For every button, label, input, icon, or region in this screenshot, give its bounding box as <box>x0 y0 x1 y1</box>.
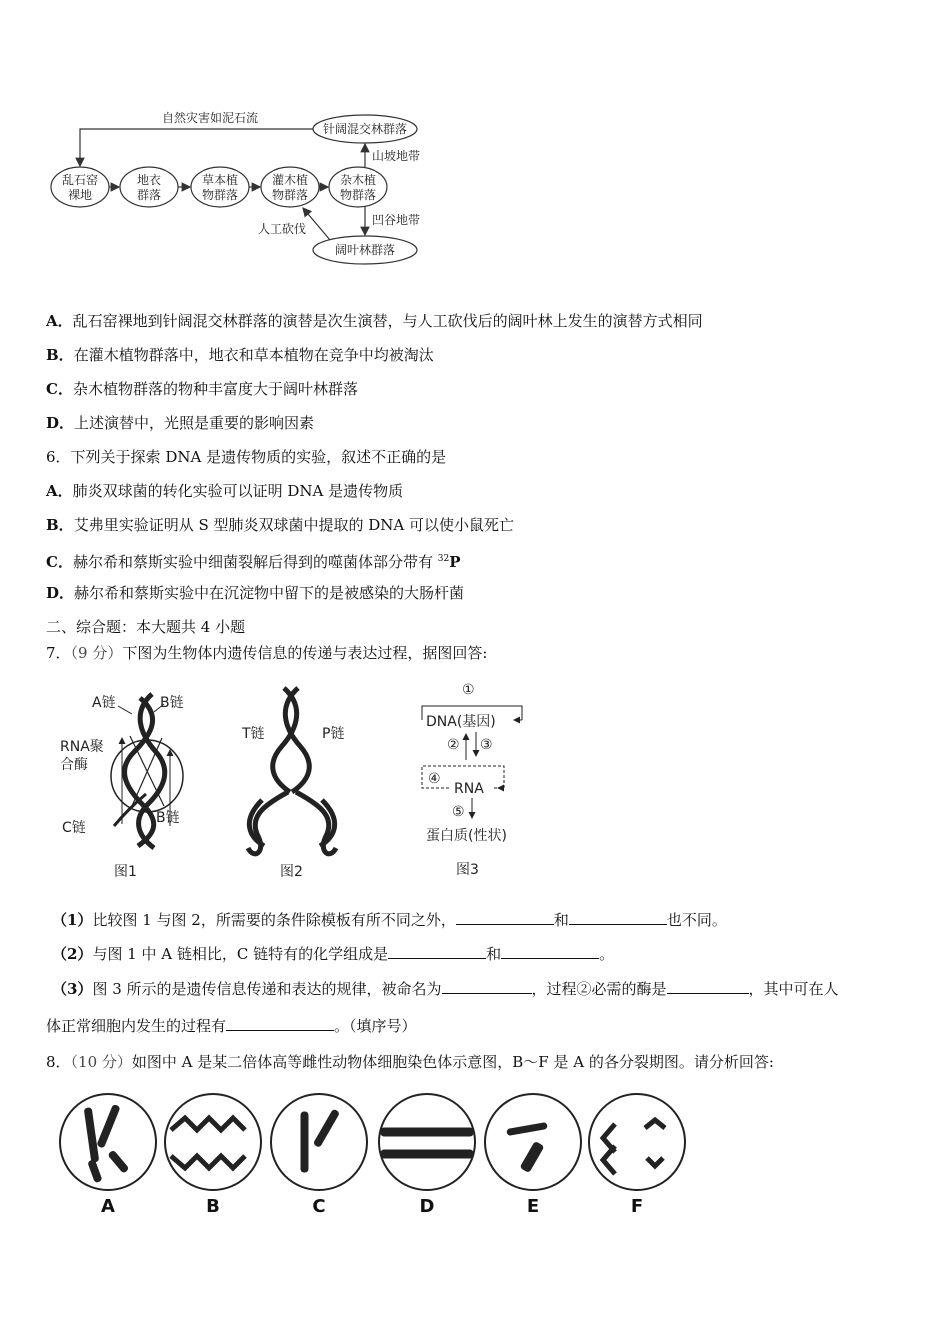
valley-label: 凹谷地带 <box>372 213 421 227</box>
q7-sub3-line2: 体正常细胞内发生的过程有 。（填序号） <box>46 1017 417 1035</box>
fig2-drawing <box>248 688 336 854</box>
fig3-step-2: ② <box>447 737 460 753</box>
node-shrub-l2: 物群落 <box>271 188 309 202</box>
fig3-dna: DNA(基因) <box>426 714 496 730</box>
fig3-step-4: ④ <box>428 771 441 787</box>
fig1-a-chain: A链 <box>92 695 116 711</box>
q7-sub2-blank-1[interactable] <box>388 944 486 959</box>
q7-sub3-blank-3[interactable] <box>226 1016 334 1031</box>
fig2-caption: 图2 <box>280 864 303 880</box>
fig3-protein: 蛋白质(性状) <box>426 828 507 844</box>
node-bare-rock-l2: 裸地 <box>67 188 93 202</box>
section-heading: 二、综合题：本大题共 4 小题 <box>46 618 246 636</box>
fig3-step-3: ③ <box>480 737 493 753</box>
mountain-label: 山坡地带 <box>372 149 421 163</box>
cell-label-c: C <box>312 1196 326 1217</box>
fig3-step-1: ① <box>462 682 475 698</box>
q6-option-c: C．赫尔希和蔡斯实验中细菌裂解后得到的噬菌体部分带有 $^{32}$P <box>46 553 461 571</box>
q7-sub2-blank-2[interactable] <box>501 944 599 959</box>
node-mixed-l2: 物群落 <box>339 188 377 202</box>
fig3-caption: 图3 <box>456 862 479 878</box>
node-shrub-l1: 灌木植 <box>271 173 309 187</box>
q6-option-a: A．肺炎双球菌的转化实验可以证明 DNA 是遗传物质 <box>46 482 404 500</box>
succession-diagram <box>40 100 460 280</box>
node-lichen-l2: 群落 <box>136 188 162 202</box>
fig3-rna: RNA <box>454 781 484 797</box>
fig1-rna-pol-1: RNA聚 <box>60 739 104 755</box>
q7-sub2: （2）与图 1 中 A 链相比，C 链特有的化学组成是 和 。 <box>52 945 615 963</box>
q5-option-c: C．杂木植物群落的物种丰富度大于阔叶林群落 <box>46 380 358 398</box>
cell-label-e: E <box>526 1196 540 1217</box>
fig1-c-chain: C链 <box>62 820 86 836</box>
q7-sub3-line1: （3）图 3 所示的是遗传信息传递和表达的规律，被命名为 ，过程②必需的酶是 ，其中可在人 <box>52 980 839 998</box>
fig1-b-chain: B链 <box>160 695 184 711</box>
node-herb-l2: 物群落 <box>201 188 239 202</box>
cell-label-f: F <box>630 1196 644 1217</box>
q8-stem: 8．（10 分）如图中 A 是某二倍体高等雌性动物体细胞染色体示意图，B～F 是 A 的各分裂期图。请分析回答: <box>46 1053 774 1071</box>
q6-stem: 6．下列关于探索 DNA 是遗传物质的实验，叙述不正确的是 <box>46 448 447 466</box>
q7-stem: 7．（9 分）下图为生物体内遗传信息的传递与表达过程，据图回答: <box>46 644 488 662</box>
logging-label: 人工砍伐 <box>258 222 307 236</box>
q6-option-d: D．赫尔希和蔡斯实验中在沉淀物中留下的是被感染的大肠杆菌 <box>46 584 465 602</box>
q7-sub3-blank-2[interactable] <box>667 979 749 994</box>
fig2-t-chain: T链 <box>242 726 265 742</box>
q5-option-a: A．乱石窑裸地到针阔混交林群落的演替是次生演替，与人工砍伐后的阔叶林上发生的演替方式相同 <box>46 312 703 330</box>
disaster-label: 自然灾害如泥石流 <box>161 111 259 125</box>
fig2-p-chain: P链 <box>322 726 345 742</box>
fig1-caption: 图1 <box>114 864 137 880</box>
node-herb-l1: 草本植 <box>201 173 239 187</box>
q7-sub1-blank-2[interactable] <box>569 910 667 925</box>
cell-label-a: A <box>101 1196 115 1217</box>
q6-option-b: B．艾弗里实验证明从 S 型肺炎双球菌中提取的 DNA 可以使小鼠死亡 <box>46 516 515 534</box>
q7-sub3-blank-1[interactable] <box>442 979 532 994</box>
q7-sub1-blank-1[interactable] <box>456 910 554 925</box>
cell-division-figures <box>55 1090 695 1220</box>
node-mixed-l1: 杂木植 <box>339 173 377 187</box>
node-broadleaf-forest: 阔叶林群落 <box>334 243 396 257</box>
fig1-rna-pol-2: 合酶 <box>60 757 88 773</box>
node-mixed-forest: 针阔混交林群落 <box>322 122 408 136</box>
cell-label-d: D <box>419 1196 435 1217</box>
q7-figures <box>52 676 542 886</box>
node-bare-rock-l1: 乱石窑 <box>61 173 99 187</box>
node-lichen-l1: 地衣 <box>136 173 162 187</box>
fig3-step-5: ⑤ <box>452 804 465 820</box>
q7-sub1: （1）比较图 1 与图 2，所需要的条件除模板有所不同之外， 和 也不同。 <box>52 911 727 929</box>
fig1-b-chain-lower: B链 <box>156 810 180 826</box>
q5-option-b: B．在灌木植物群落中，地衣和草本植物在竞争中均被淘汰 <box>46 346 434 364</box>
q5-option-d: D．上述演替中，光照是重要的影响因素 <box>46 414 315 432</box>
cell-label-b: B <box>206 1196 220 1217</box>
